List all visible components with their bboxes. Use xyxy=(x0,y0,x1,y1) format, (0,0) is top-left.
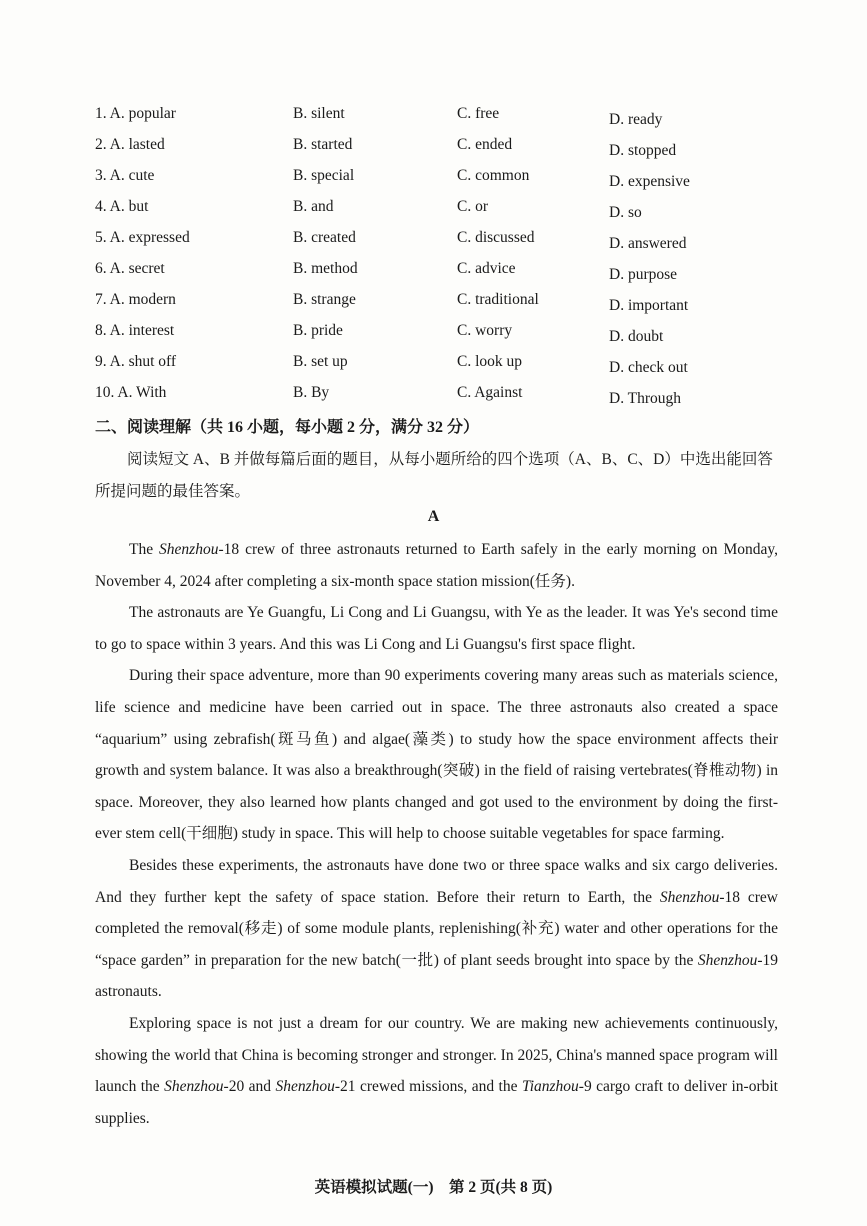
option-c: C. worry xyxy=(457,322,513,339)
paragraph-2: The astronauts are Ye Guangfu, Li Cong and Li Guangsu, with Ye as the leader. It was Ye's second time to go to space within 3 years. And this was Li Cong and Li Guangsu's first space flight. xyxy=(95,604,778,653)
page-footer: 英语模拟试题(一) 第 2 页(共 8 页) xyxy=(314,1179,553,1196)
spacecraft-name: Shenzhou xyxy=(164,1078,224,1096)
section-heading: 二、阅读理解（共 16 小题，每小题 2 分，满分 32 分） xyxy=(95,419,480,436)
passage-label: A xyxy=(427,508,440,525)
option-a: 4. A. but xyxy=(95,198,149,215)
text-run: -9 cargo craft to deliver in-orbit supplies. xyxy=(95,1078,778,1127)
option-a: 6. A. secret xyxy=(95,260,165,277)
option-b: B. created xyxy=(293,229,356,246)
question-row xyxy=(95,384,795,408)
option-b: B. and xyxy=(293,198,334,215)
option-b: B. By xyxy=(293,384,330,401)
option-d: D. Through xyxy=(609,390,682,407)
question-row xyxy=(95,229,795,253)
text-run: The xyxy=(129,541,160,558)
option-a: 9. A. shut off xyxy=(95,353,177,370)
spacecraft-name: Shenzhou xyxy=(275,1078,335,1096)
option-a: 3. A. cute xyxy=(95,167,155,184)
option-c: C. or xyxy=(457,198,488,215)
option-b: B. strange xyxy=(293,291,356,308)
paragraph-5 xyxy=(95,1008,778,1134)
text-run: -18 crew of three astronauts returned to Earth safely in the early morning on Monday, November 4, 2024 after completing a six-month space station mission(任务). xyxy=(95,541,778,590)
question-row xyxy=(95,167,795,191)
option-c: C. advice xyxy=(457,260,516,277)
section-instruction: 阅读短文 A、B 并做每篇后面的题目，从每小题所给的四个选项（A、B、C、D）中选出能回答所提问题的最佳答案。 xyxy=(95,451,773,500)
option-b: B. silent xyxy=(293,105,345,122)
text-run: -21 crewed missions, and the xyxy=(334,1078,522,1096)
paragraph-3: During their space adventure, more than 90 experiments covering many areas such as materials science, life science and medicine have been carried out in space. The three astronauts also created a space “aquarium” using zebrafish(斑马鱼) and algae(藻类) to study how the space environment affects their growth and system balance. It was also a breakthrough(突破) in the field of raising vertebrates(脊椎动物) in space. Moreover, they also learned how plants changed and got used to the environment by doing the first-ever stem cell(干细胞) study in space. This will help to choose suitable vegetables for space farming. xyxy=(95,667,778,843)
question-row xyxy=(95,136,795,160)
option-d: D. answered xyxy=(609,235,687,252)
option-a: 2. A. lasted xyxy=(95,136,165,153)
option-c: C. ended xyxy=(457,136,513,153)
option-a: 8. A. interest xyxy=(95,322,175,339)
text-run: -18 crew completed the removal(移走) of some module plants, replenishing(补充) water and other operations for the “space garden” in preparation for the new batch(一批) of plant seeds brought into space by the xyxy=(95,888,778,969)
option-b: B. method xyxy=(293,260,358,277)
text-run: -19 astronauts. xyxy=(95,951,778,1001)
question-row xyxy=(95,198,795,222)
option-d: D. ready xyxy=(609,111,663,128)
option-d: D. purpose xyxy=(609,266,678,283)
spacecraft-name: Tianzhou xyxy=(521,1078,579,1096)
option-a: 1. A. popular xyxy=(95,105,176,122)
text-run: -20 and xyxy=(223,1078,276,1096)
option-a: 10. A. With xyxy=(95,384,167,401)
passage-body xyxy=(95,534,778,1134)
question-row xyxy=(95,291,795,315)
paragraph-4 xyxy=(95,850,778,1008)
option-b: B. special xyxy=(293,167,355,184)
question-row xyxy=(95,260,795,284)
spacecraft-name: Shenzhou xyxy=(659,888,720,906)
option-c: C. traditional xyxy=(457,291,539,308)
paragraph-1 xyxy=(95,534,778,597)
option-d: D. expensive xyxy=(609,173,690,190)
spacecraft-name: Shenzhou xyxy=(697,951,758,969)
option-a: 5. A. expressed xyxy=(95,229,190,246)
question-row xyxy=(95,105,795,129)
spacecraft-name: Shenzhou xyxy=(159,541,219,558)
option-b: B. started xyxy=(293,136,353,153)
option-d: D. doubt xyxy=(609,328,664,345)
option-b: B. set up xyxy=(293,353,348,370)
text-run: Exploring space is not just a dream for our country. We are making new achievements continuously, showing the world that China is becoming stronger and stronger. In 2025, China's manned space program will launch the xyxy=(95,1014,778,1096)
option-d: D. important xyxy=(609,297,689,314)
option-a: 7. A. modern xyxy=(95,291,176,308)
option-c: C. free xyxy=(457,105,500,122)
option-c: C. common xyxy=(457,167,530,184)
option-b: B. pride xyxy=(293,322,343,339)
option-d: D. stopped xyxy=(609,142,677,159)
option-c: C. discussed xyxy=(457,229,535,246)
option-d: D. check out xyxy=(609,359,688,376)
question-row xyxy=(95,322,795,346)
question-row xyxy=(95,353,795,377)
text-run: Besides these experiments, the astronauts have done two or three space walks and six cargo deliveries. And they further kept the safety of space station. Before their return to Earth, the xyxy=(95,856,778,906)
option-d: D. so xyxy=(609,204,642,221)
option-c: C. Against xyxy=(457,384,523,401)
option-c: C. look up xyxy=(457,353,523,370)
